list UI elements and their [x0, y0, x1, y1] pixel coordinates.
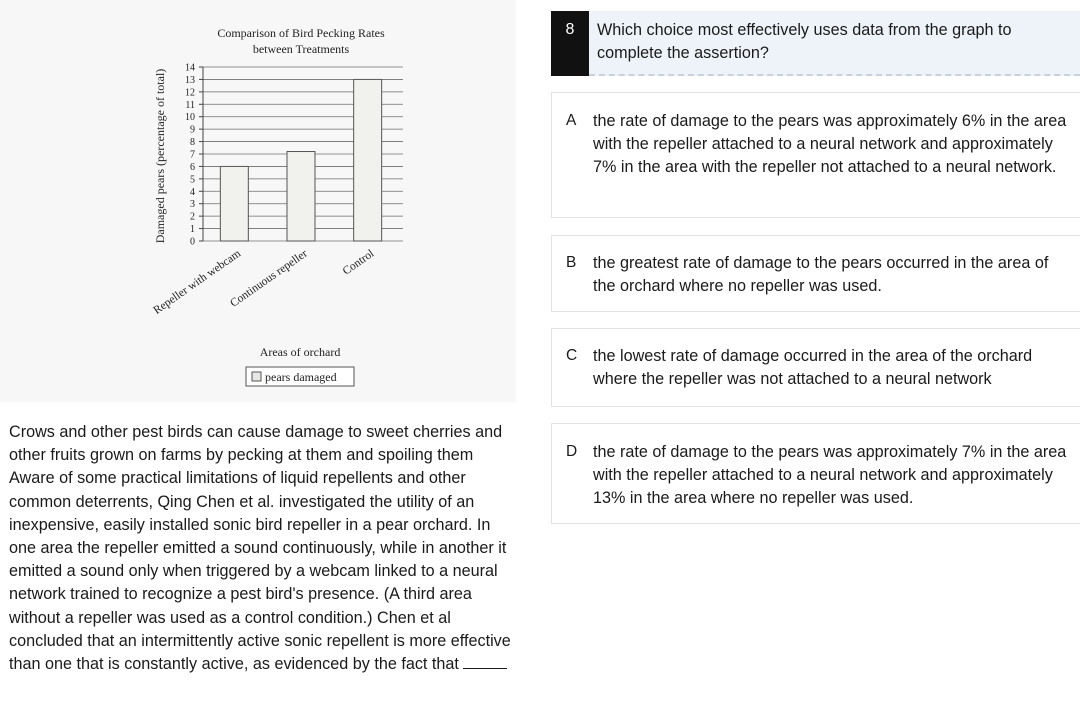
choice-c-text: the lowest rate of damage occurred in the area of the orchard where the repeller was not attached to a neural network — [593, 347, 1033, 388]
legend-swatch — [252, 372, 261, 381]
y-tick-label: 13 — [185, 74, 195, 86]
x-tick-labels — [151, 248, 376, 317]
chart-title-line-1: Comparison of Bird Pecking Rates — [217, 26, 385, 40]
y-tick-labels — [185, 63, 195, 248]
y-tick-label: 10 — [185, 112, 195, 124]
choice-c-letter: C — [566, 347, 578, 364]
choice-b-letter: B — [566, 254, 577, 271]
choice-b-text: the greatest rate of damage to the pears occurred in the area of the orchard where no repeller was used. — [593, 254, 1049, 295]
choice-d[interactable] — [551, 423, 1080, 524]
y-tick-label: 2 — [190, 211, 195, 223]
choice-a[interactable] — [551, 92, 1080, 218]
chart-title-line-2: between Treatments — [252, 42, 350, 56]
question-number: 8 — [551, 11, 589, 76]
bar — [354, 79, 382, 241]
bar-chart — [0, 0, 516, 402]
y-tick-label: 0 — [190, 236, 195, 248]
y-tick-label: 14 — [185, 62, 195, 74]
chart-panel — [0, 0, 516, 402]
bar — [287, 152, 315, 241]
x-tick-label: Repeller with webcam — [151, 247, 244, 317]
y-tick-label: 7 — [190, 149, 195, 161]
y-tick-label: 5 — [190, 174, 195, 186]
choice-d-letter: D — [566, 443, 578, 460]
y-tick-label: 12 — [185, 87, 195, 99]
y-axis-label: Damaged pears (percentage of total) — [153, 68, 167, 244]
choice-a-text: the rate of damage to the pears was approximately 6% in the area with the repeller attached to a neural network and approximately 7% in the area with the repeller not attached to a neural network. — [593, 112, 1067, 176]
y-tick-label: 4 — [190, 186, 195, 198]
bars — [220, 79, 381, 241]
choice-d-text: the rate of damage to the pears was approximately 7% in the area with the repeller attached to a neural network and approximately 13% in the area where no repeller was used. — [593, 443, 1067, 507]
y-tick-label: 8 — [190, 137, 195, 149]
bar — [220, 166, 248, 241]
question-text: Which choice most effectively uses data from the graph to complete the assertion? — [597, 21, 1012, 62]
choice-a-letter: A — [566, 112, 577, 129]
x-tick-label: Continuous repeller — [228, 247, 310, 310]
header-divider — [589, 74, 1080, 76]
answer-blank — [463, 654, 507, 669]
x-tick-label: Control — [340, 247, 377, 278]
question-header — [551, 11, 1080, 76]
choice-c[interactable] — [551, 328, 1080, 407]
y-tick-label: 11 — [185, 99, 195, 111]
y-tick-label: 9 — [190, 124, 195, 136]
choice-b[interactable] — [551, 235, 1080, 312]
y-tick-label: 3 — [190, 199, 195, 211]
y-tick-label: 1 — [190, 224, 195, 236]
passage-text: Crows and other pest birds can cause damage to sweet cherries and other fruits grown on farms by pecking at them and spoiling them Aware of some practical limitations of liquid repellents and other common deterrents, Qing Chen et al. investigated the utility of an inexpensive, easily installed sonic bird repeller in a pear orchard. In one area the repeller emitted a sound continuously, while in another it emitted a sound only when triggered by a webcam linked to a neural network trained to recognize a pest bird's presence. (A third area without a repeller was used as a control condition.) Chen et al concluded that an intermittently active sonic repellent is more effective than one that is constantly active, as evidenced by the fact that — [9, 423, 511, 674]
x-axis-label: Areas of orchard — [259, 345, 341, 359]
passage — [9, 421, 517, 676]
y-tick-label: 6 — [190, 161, 195, 173]
legend-label: pears damaged — [265, 370, 337, 384]
